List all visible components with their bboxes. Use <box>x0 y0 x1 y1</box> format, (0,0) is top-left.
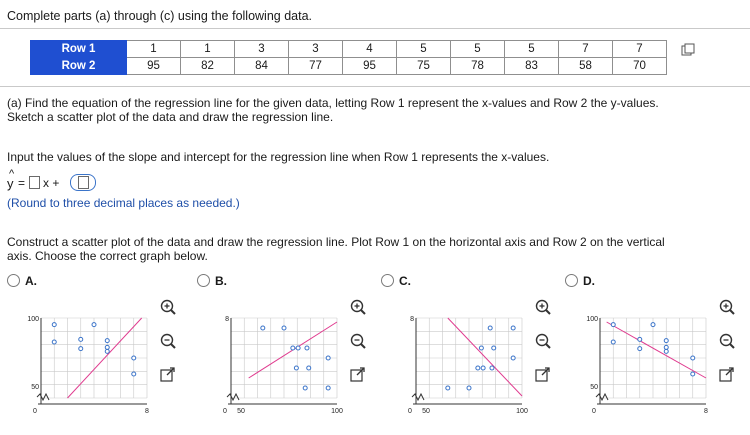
graph-c <box>397 304 532 416</box>
graph-a <box>22 304 157 416</box>
expand-icon[interactable] <box>157 364 179 386</box>
x-plus-text: x + <box>43 176 60 190</box>
data-point <box>691 356 695 360</box>
row2-cell: 83 <box>505 58 559 75</box>
slope-input[interactable] <box>29 176 40 189</box>
axis-break-icon <box>227 394 239 400</box>
row1-cell: 7 <box>613 41 667 58</box>
data-point <box>307 366 311 370</box>
data-point <box>79 347 83 351</box>
zoom-out-icon[interactable] <box>157 330 179 352</box>
graph-d <box>581 304 716 416</box>
part-a-line1: (a) Find the equation of the regression line for the given data, letting Row 1 represent the x-values and Row 2 the y-values. <box>7 96 659 110</box>
x-tick-left: 0 <box>408 408 412 415</box>
expand-icon[interactable] <box>532 364 554 386</box>
x-tick-mid: 50 <box>237 408 245 415</box>
row2-cell: 78 <box>451 58 505 75</box>
input-prompt: Input the values of the slope and intercept for the regression line when Row 1 represents the x-values. <box>7 150 550 164</box>
x-tick-right: 8 <box>704 408 708 415</box>
data-point <box>52 340 56 344</box>
regression-equation <box>7 168 207 193</box>
data-point <box>511 326 515 330</box>
equals-sign: = <box>18 176 26 190</box>
option-b-label: B. <box>215 274 227 288</box>
data-point <box>488 326 492 330</box>
x-tick-right: 100 <box>516 408 528 415</box>
row1-label: Row 1 <box>31 41 127 58</box>
row1-cell: 5 <box>397 41 451 58</box>
regression-line <box>448 318 522 396</box>
data-point <box>326 356 330 360</box>
zoom-in-icon[interactable] <box>532 296 554 318</box>
table-row <box>31 58 667 75</box>
row1-cell: 1 <box>181 41 235 58</box>
data-point <box>303 386 307 390</box>
zoom-in-icon[interactable] <box>347 296 369 318</box>
row2-cell: 70 <box>613 58 667 75</box>
zoom-in-icon[interactable] <box>157 296 179 318</box>
data-point <box>651 323 655 327</box>
data-point <box>296 346 300 350</box>
data-point <box>664 349 668 353</box>
row2-cell: 82 <box>181 58 235 75</box>
row1-cell: 4 <box>343 41 397 58</box>
x-tick-right: 100 <box>331 408 343 415</box>
data-point <box>52 323 56 327</box>
x-tick-mid: 50 <box>422 408 430 415</box>
data-point <box>481 366 485 370</box>
section-divider <box>0 86 750 87</box>
data-point <box>638 337 642 341</box>
data-point <box>294 366 298 370</box>
row2-label: Row 2 <box>31 58 127 75</box>
data-point <box>446 386 450 390</box>
option-c-radio[interactable] <box>381 274 394 287</box>
expand-icon[interactable] <box>716 364 738 386</box>
rounding-note: (Round to three decimal places as needed.) <box>7 196 240 210</box>
data-point <box>132 356 136 360</box>
row2-cell: 84 <box>235 58 289 75</box>
option-d-radio[interactable] <box>565 274 578 287</box>
data-point <box>92 323 96 327</box>
zoom-out-icon[interactable] <box>532 330 554 352</box>
row2-cell: 58 <box>559 58 613 75</box>
table-row <box>31 41 667 58</box>
y-tick-top: 100 <box>586 316 598 323</box>
data-point <box>105 349 109 353</box>
data-point <box>282 326 286 330</box>
instruction-bar <box>0 0 750 29</box>
y-tick-top: 100 <box>27 316 39 323</box>
data-point <box>664 339 668 343</box>
intercept-input[interactable] <box>78 176 89 189</box>
row1-cell: 7 <box>559 41 613 58</box>
option-b-radio[interactable] <box>197 274 210 287</box>
x-tick-left: 0 <box>223 408 227 415</box>
data-point <box>611 340 615 344</box>
part-a-line2: Sketch a scatter plot of the data and draw the regression line. <box>7 110 334 124</box>
data-point <box>611 323 615 327</box>
instruction-text: Complete parts (a) through (c) using the following data. <box>7 9 313 23</box>
y-tick-mid: 50 <box>590 384 598 391</box>
data-table <box>30 40 667 75</box>
row1-cell: 3 <box>289 41 343 58</box>
graph-b <box>212 304 347 416</box>
data-point <box>261 326 265 330</box>
row2-cell: 77 <box>289 58 343 75</box>
data-point <box>132 372 136 376</box>
row1-cell: 5 <box>451 41 505 58</box>
option-d-label: D. <box>583 274 595 288</box>
y-tick-top: 8 <box>410 316 414 323</box>
row1-cell: 1 <box>127 41 181 58</box>
data-point <box>305 346 309 350</box>
row2-cell: 75 <box>397 58 451 75</box>
x-tick-left: 0 <box>33 408 37 415</box>
data-point <box>479 346 483 350</box>
row1-cell: 5 <box>505 41 559 58</box>
axis-break-icon <box>37 394 49 400</box>
data-point <box>79 337 83 341</box>
data-point <box>492 346 496 350</box>
intercept-input-group[interactable] <box>70 174 96 191</box>
row1-cell: 3 <box>235 41 289 58</box>
y-tick-mid: 50 <box>31 384 39 391</box>
data-point <box>490 366 494 370</box>
data-point <box>511 356 515 360</box>
y-hat-label: ^ y <box>7 168 15 191</box>
expand-icon[interactable] <box>347 364 369 386</box>
row2-cell: 95 <box>343 58 397 75</box>
zoom-in-icon[interactable] <box>716 296 738 318</box>
option-a-label: A. <box>25 274 37 288</box>
data-point <box>638 347 642 351</box>
scatter-prompt-line2: axis. Choose the correct graph below. <box>7 249 208 263</box>
data-point <box>476 366 480 370</box>
zoom-out-icon[interactable] <box>347 330 369 352</box>
copy-table-icon[interactable] <box>681 43 695 62</box>
data-point <box>691 372 695 376</box>
axis-break-icon <box>596 394 608 400</box>
zoom-out-icon[interactable] <box>716 330 738 352</box>
x-tick-left: 0 <box>592 408 596 415</box>
data-point <box>664 345 668 349</box>
data-point <box>105 345 109 349</box>
regression-line <box>607 322 706 378</box>
row2-cell: 95 <box>127 58 181 75</box>
x-tick-right: 8 <box>145 408 149 415</box>
data-point <box>105 339 109 343</box>
y-tick-top: 8 <box>225 316 229 323</box>
data-point <box>291 346 295 350</box>
scatter-prompt-line1: Construct a scatter plot of the data and draw the regression line. Plot Row 1 on the horizontal axis and Row 2 on the vertical <box>7 235 665 249</box>
option-a-radio[interactable] <box>7 274 20 287</box>
axis-break-icon <box>412 394 424 400</box>
option-c-label: C. <box>399 274 411 288</box>
data-point <box>326 386 330 390</box>
data-point <box>467 386 471 390</box>
